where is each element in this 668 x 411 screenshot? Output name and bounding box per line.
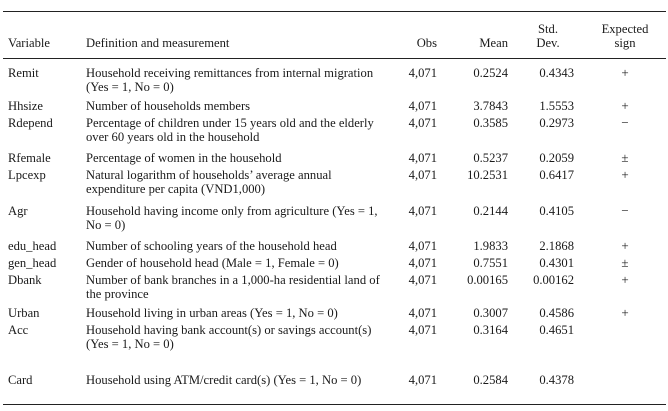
cell-expected-sign: − bbox=[621, 115, 629, 130]
cell-obs: 4,071 bbox=[408, 273, 437, 287]
cell-obs: 4,071 bbox=[408, 239, 437, 253]
cell-definition: Household living in urban areas (Yes = 1, No = 0) bbox=[86, 306, 338, 320]
cell-std-dev: 0.4105 bbox=[539, 204, 574, 218]
cell-mean: 3.7843 bbox=[473, 99, 508, 113]
cell-std-dev: 0.00162 bbox=[533, 273, 574, 287]
cell-variable: Rdepend bbox=[8, 116, 53, 130]
cell-variable: Hhsize bbox=[8, 99, 43, 113]
cell-std-dev: 0.4651 bbox=[539, 323, 574, 337]
cell-mean: 0.2524 bbox=[473, 66, 508, 80]
cell-definition: Household having income only from agriculture (Yes = 1, No = 0) bbox=[86, 204, 378, 232]
cell-obs: 4,071 bbox=[408, 306, 437, 320]
cell-expected-sign: + bbox=[621, 98, 629, 113]
cell-variable: gen_head bbox=[8, 256, 57, 270]
cell-definition: Number of bank branches in a 1,000-ha residential land of the province bbox=[86, 273, 380, 301]
cell-definition: Percentage of children under 15 years old and the elderly over 60 years old in the household bbox=[86, 116, 374, 144]
cell-mean: 1.9833 bbox=[473, 239, 508, 253]
cell-std-dev: 0.6417 bbox=[539, 168, 574, 182]
cell-obs: 4,071 bbox=[408, 168, 437, 182]
cell-mean: 0.3164 bbox=[473, 323, 508, 337]
cell-expected-sign: + bbox=[621, 167, 629, 182]
cell-std-dev: 2.1868 bbox=[539, 239, 574, 253]
cell-mean: 0.5237 bbox=[473, 151, 508, 165]
top-rule bbox=[3, 11, 666, 12]
cell-variable: Lpcexp bbox=[8, 168, 46, 182]
cell-definition: Household using ATM/credit card(s) (Yes = 1, No = 0) bbox=[86, 373, 362, 387]
cell-variable: Remit bbox=[8, 66, 39, 80]
header-mean: Mean bbox=[479, 36, 508, 50]
cell-variable: Card bbox=[8, 373, 33, 387]
cell-variable: Acc bbox=[8, 323, 29, 337]
cell-definition: Household receiving remittances from internal migration (Yes = 1, No = 0) bbox=[86, 66, 374, 94]
cell-obs: 4,071 bbox=[408, 99, 437, 113]
cell-variable: Urban bbox=[8, 306, 40, 320]
cell-variable: edu_head bbox=[8, 239, 57, 253]
cell-std-dev: 1.5553 bbox=[539, 99, 574, 113]
cell-obs: 4,071 bbox=[408, 373, 437, 387]
cell-expected-sign: + bbox=[621, 272, 629, 287]
cell-variable: Rfemale bbox=[8, 151, 51, 165]
cell-obs: 4,071 bbox=[408, 66, 437, 80]
header-definition: Definition and measurement bbox=[86, 36, 230, 50]
cell-std-dev: 0.4586 bbox=[539, 306, 574, 320]
cell-std-dev: 0.4301 bbox=[539, 256, 574, 270]
cell-mean: 0.3007 bbox=[473, 306, 508, 320]
cell-mean: 0.00165 bbox=[467, 273, 508, 287]
cell-obs: 4,071 bbox=[408, 204, 437, 218]
header-rule bbox=[3, 58, 666, 59]
bottom-rule bbox=[3, 404, 666, 405]
cell-definition: Number of schooling years of the household head bbox=[86, 239, 337, 253]
header-obs: Obs bbox=[416, 36, 437, 50]
cell-obs: 4,071 bbox=[408, 256, 437, 270]
cell-definition: Number of households members bbox=[86, 99, 251, 113]
cell-expected-sign: ± bbox=[621, 150, 629, 165]
cell-std-dev: 0.2059 bbox=[539, 151, 574, 165]
cell-std-dev: 0.4343 bbox=[539, 66, 574, 80]
cell-definition: Household having bank account(s) or savings account(s) (Yes = 1, No = 0) bbox=[86, 323, 372, 351]
cell-definition: Percentage of women in the household bbox=[86, 151, 282, 165]
cell-mean: 0.3585 bbox=[473, 116, 508, 130]
cell-obs: 4,071 bbox=[408, 151, 437, 165]
cell-mean: 0.2144 bbox=[473, 204, 508, 218]
header-row bbox=[0, 14, 668, 56]
cell-variable: Agr bbox=[8, 204, 28, 218]
cell-definition: Gender of household head (Male = 1, Female = 0) bbox=[86, 256, 339, 270]
header-variable: Variable bbox=[8, 36, 50, 50]
cell-definition: Natural logarithm of households’ average annual expenditure per capita (VND1,000) bbox=[86, 168, 332, 196]
cell-mean: 0.2584 bbox=[473, 373, 508, 387]
cell-expected-sign: ± bbox=[621, 255, 629, 270]
cell-std-dev: 0.2973 bbox=[539, 116, 574, 130]
header-std-dev: Std. Dev. bbox=[536, 22, 560, 50]
cell-expected-sign: + bbox=[621, 238, 629, 253]
cell-expected-sign: + bbox=[621, 305, 629, 320]
cell-variable: Dbank bbox=[8, 273, 42, 287]
cell-obs: 4,071 bbox=[408, 323, 437, 337]
header-expected-sign: Expected sign bbox=[601, 22, 649, 50]
cell-mean: 0.7551 bbox=[473, 256, 508, 270]
cell-std-dev: 0.4378 bbox=[539, 373, 574, 387]
cell-expected-sign: − bbox=[621, 203, 629, 218]
cell-obs: 4,071 bbox=[408, 116, 437, 130]
cell-expected-sign: + bbox=[621, 65, 629, 80]
cell-mean: 10.2531 bbox=[467, 168, 508, 182]
